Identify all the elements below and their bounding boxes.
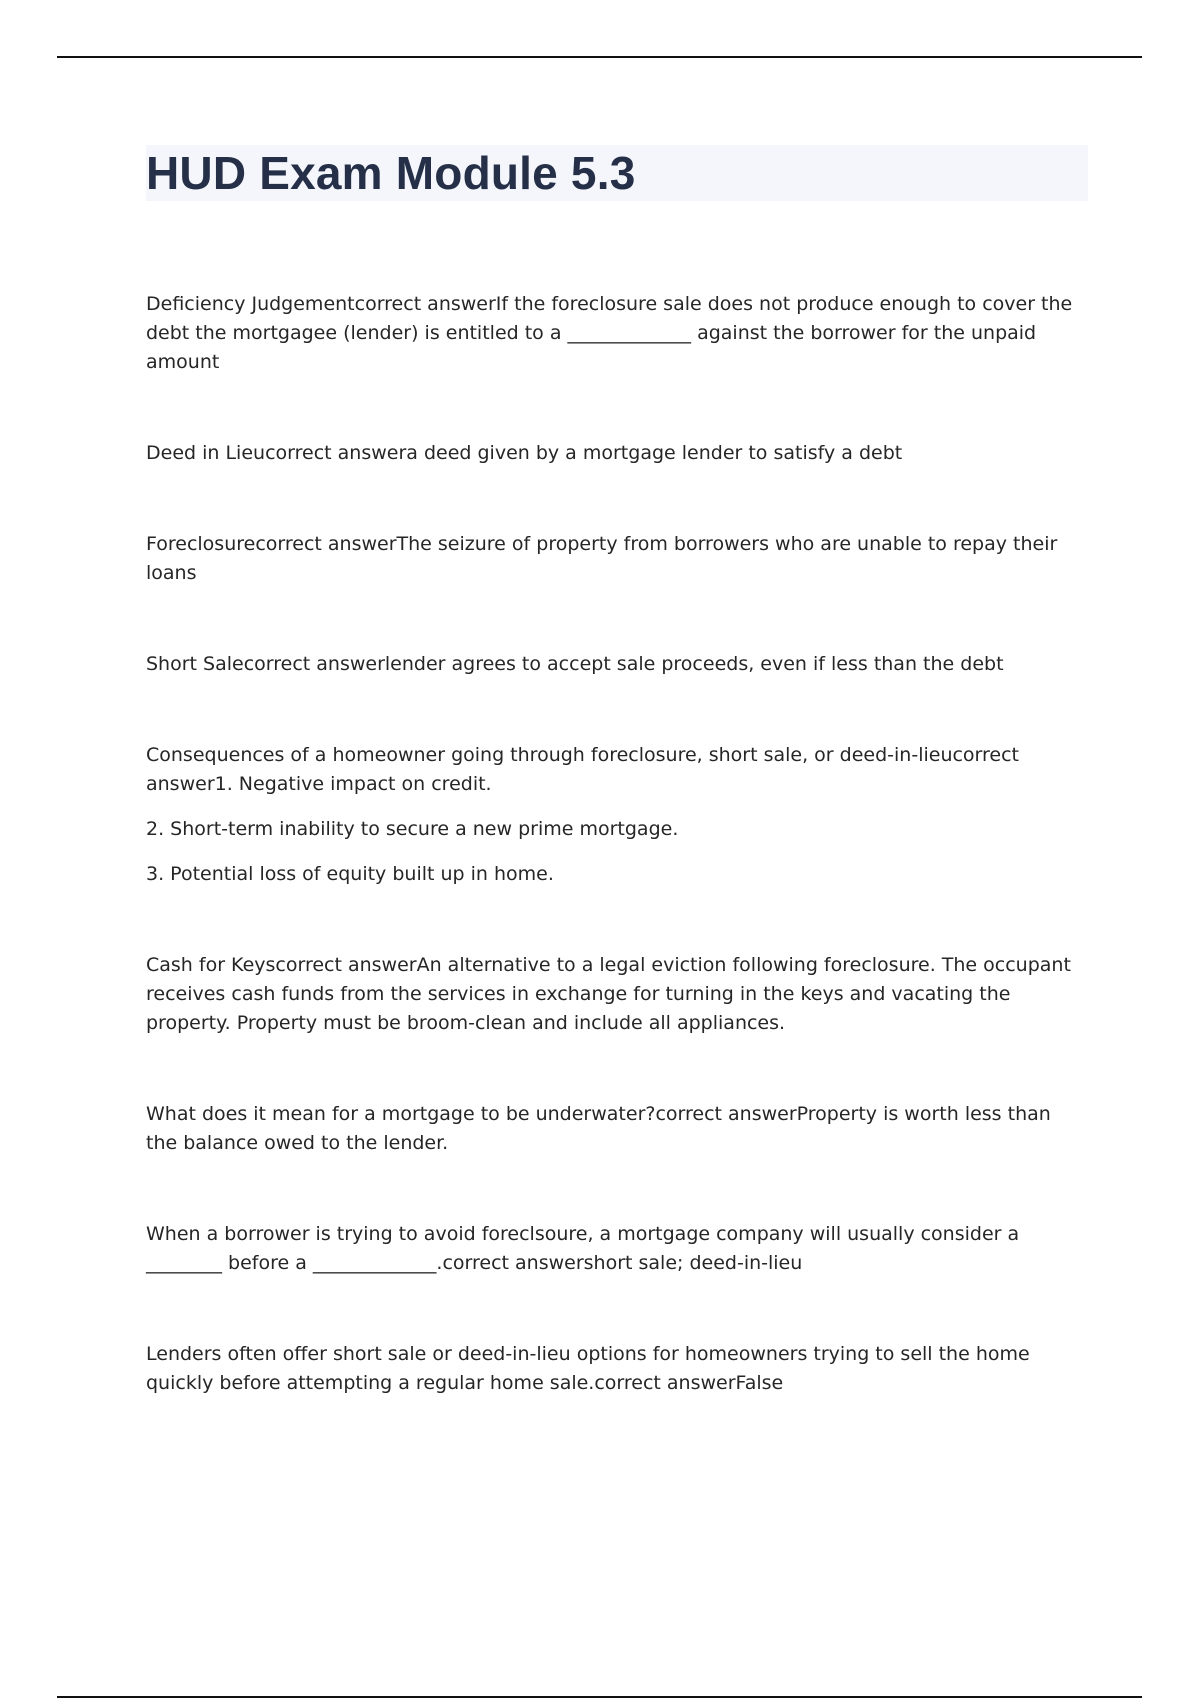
entry-text: Consequences of a homeowner going through foreclosure, short sale, or deed-in-lieucorrect answer1. Negative impact on credit. (146, 744, 1020, 795)
entry-text: Foreclosurecorrect answerThe seizure of property from borrowers who are unable to repay their loans (146, 533, 1058, 584)
top-rule (57, 56, 1142, 58)
entry-text: What does it mean for a mortgage to be underwater?correct answerProperty is worth less than the balance owed to the lender. (146, 1103, 1051, 1154)
entry-text: Short Salecorrect answerlender agrees to accept sale proceeds, even if less than the debt (146, 653, 1004, 675)
entries-list (146, 290, 1088, 1398)
entry-avoid-foreclosure (146, 1220, 1088, 1278)
entry-deed-in-lieu (146, 439, 1088, 468)
entry-deficiency-judgement (146, 290, 1088, 377)
title-band (146, 145, 1088, 201)
entry-text: Deficiency Judgementcorrect answerIf the foreclosure sale does not produce enough to cover the debt the mortgagee (lender) is entitled to a _____________ against the borrower for the unpaid amount (146, 293, 1073, 373)
bottom-rule (57, 1696, 1142, 1698)
entry-extra-line: 3. Potential loss of equity built up in home. (146, 863, 554, 885)
entry-foreclosure (146, 530, 1088, 588)
page-title: HUD Exam Module 5.3 (146, 147, 636, 199)
entry-lenders-offer (146, 1340, 1088, 1398)
entry-underwater (146, 1100, 1088, 1158)
entry-text: Cash for Keyscorrect answerAn alternative to a legal eviction following foreclosure. The occupant receives cash funds from the services in exchange for turning in the keys and vacating the property. Property must be broom-clean and include all appliances. (146, 954, 1071, 1034)
entry-text: When a borrower is trying to avoid foreclsoure, a mortgage company will usually consider a ________ before a _____________.correct answershort sale; deed-in-lieu (146, 1223, 1020, 1274)
entry-text: Lenders often offer short sale or deed-in-lieu options for homeowners trying to sell the home quickly before attempting a regular home sale.correct answerFalse (146, 1343, 1030, 1394)
entry-consequences (146, 741, 1088, 889)
entry-cash-for-keys (146, 951, 1088, 1038)
entry-text: Deed in Lieucorrect answera deed given by a mortgage lender to satisfy a debt (146, 442, 903, 464)
entry-extra-line: 2. Short-term inability to secure a new prime mortgage. (146, 818, 679, 840)
entry-short-sale (146, 650, 1088, 679)
